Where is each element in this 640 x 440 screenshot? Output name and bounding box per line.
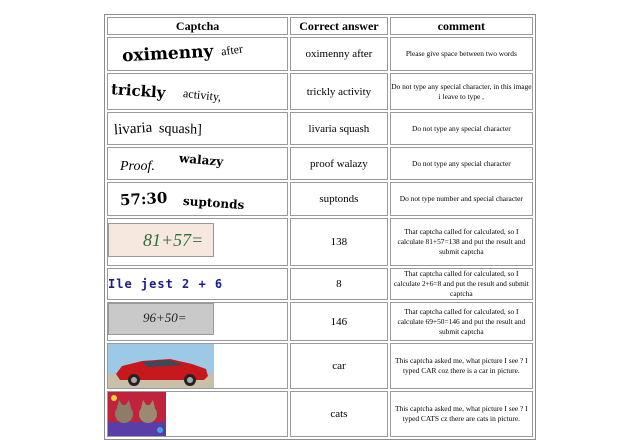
captcha-image-cell <box>107 268 288 300</box>
comment-cell: This captcha asked me, what picture I see ? I typed CATS cz there are cats in picture. <box>390 391 533 437</box>
answer-cell: car <box>290 343 388 389</box>
captcha-text: 81+57= <box>143 229 204 250</box>
table-row <box>107 112 533 145</box>
answer-cell: livaria squash <box>290 112 388 145</box>
captcha-table <box>104 14 536 440</box>
captcha-image-cell <box>107 343 288 389</box>
header-row <box>107 17 533 35</box>
captcha-image-cell <box>107 73 288 110</box>
captcha-image-cell <box>107 112 288 145</box>
table-row <box>107 182 533 216</box>
comment-cell: That captcha called for calculated, so I calculate 2+6=8 and put the result and submit captcha <box>390 268 533 300</box>
header-comment: comment <box>390 17 533 35</box>
captcha-image-cell <box>107 218 288 266</box>
captcha-text: 96+50= <box>143 310 187 325</box>
car-picture <box>108 344 214 388</box>
table-row <box>107 147 533 180</box>
comment-cell: Do not type any special character <box>390 112 533 145</box>
comment-cell: Do not type any special character <box>390 147 533 180</box>
captcha-word-1: Proof. <box>120 158 155 174</box>
captcha-image-cell <box>107 391 288 437</box>
captcha-word-2: suptonds <box>182 193 246 212</box>
captcha-word-1: 57:30 <box>119 188 168 209</box>
captcha-text: Ile jest 2 + 6 <box>108 277 224 291</box>
table-row <box>107 343 533 389</box>
header-correct-answer: Correct answer <box>290 17 388 35</box>
captcha-word-2: after <box>220 41 245 59</box>
table-row <box>107 268 533 300</box>
captcha-image-cell <box>107 37 288 71</box>
answer-cell: 8 <box>290 268 388 300</box>
comment-cell: That captcha called for calculated, so I calculate 69+50=146 and put the result and submit captcha <box>390 302 533 341</box>
captcha-word-1: livaria <box>113 119 153 138</box>
comment-cell: Do not type number and special character <box>390 182 533 216</box>
table-row <box>107 37 533 71</box>
table-row <box>107 391 533 437</box>
comment-cell: This captcha asked me, what picture I see ? I typed CAR coz there is a car in picture. <box>390 343 533 389</box>
answer-cell: 146 <box>290 302 388 341</box>
comment-cell: Do not type any special character, in this image i leave to type , <box>390 73 533 110</box>
captcha-image <box>108 303 214 335</box>
answer-cell: proof walazy <box>290 147 388 180</box>
captcha-image-cell <box>107 302 288 341</box>
captcha-word-2: squash] <box>159 120 203 138</box>
answer-cell: cats <box>290 391 388 437</box>
captcha-image <box>108 223 214 257</box>
captcha-word-1: oximenny <box>121 41 214 67</box>
comment-cell: That captcha called for calculated, so I calculate 81+57=138 and put the result and submit captcha <box>390 218 533 266</box>
comment-cell: Please give space between two words <box>390 37 533 71</box>
answer-cell: oximenny after <box>290 37 388 71</box>
captcha-word-2: walazy <box>178 150 224 169</box>
captcha-word-1: trickly <box>110 80 167 102</box>
cats-picture <box>108 392 166 436</box>
table-row <box>107 302 533 341</box>
answer-cell: 138 <box>290 218 388 266</box>
answer-cell: suptonds <box>290 182 388 216</box>
table-row <box>107 218 533 266</box>
header-captcha: Captcha <box>107 17 288 35</box>
captcha-word-2: activity, <box>182 86 223 104</box>
answer-cell: trickly activity <box>290 73 388 110</box>
table-row <box>107 73 533 110</box>
captcha-image-cell <box>107 147 288 180</box>
captcha-image-cell <box>107 182 288 216</box>
